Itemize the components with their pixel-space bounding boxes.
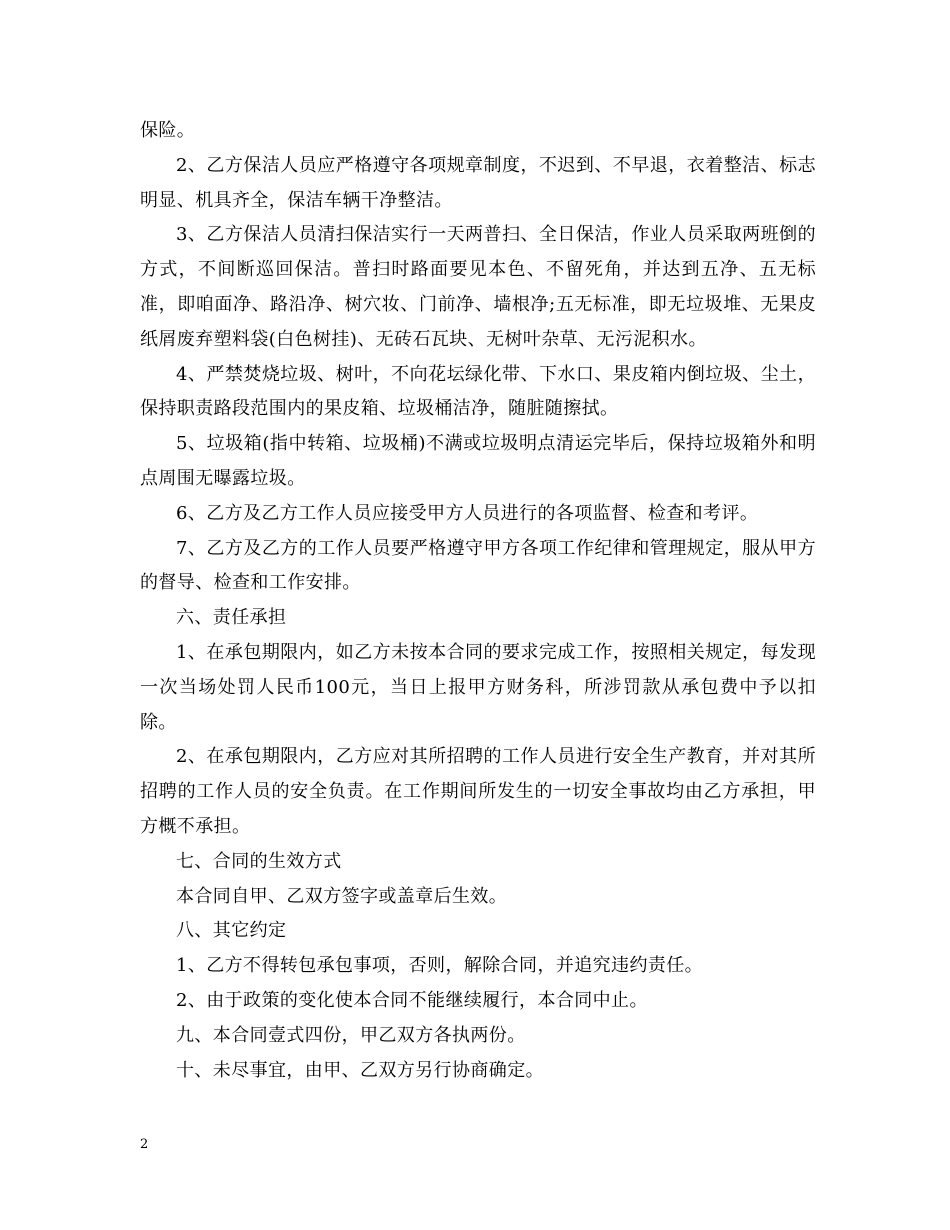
paragraph-3: 3、乙方保洁人员清扫保洁实行一天两普扫、全日保洁，作业人员采取两班倒的方式，不间断巡回保洁。普扫时路面要见本色、不留死角，并达到五净、五无标准，即咱面净、路沿净、树穴妆、门前净、墙根净;五无标准，即无垃圾堆、无果皮纸屑废弃塑料袋(白色树挂)、无砖石瓦块、无树叶杂草、无污泥积水。 (140, 224, 816, 350)
paragraph-1: 保险。 (140, 120, 196, 141)
paragraph-9: 1、在承包期限内，如乙方未按本合同的要求完成工作，按照相关规定，每发现一次当场处罚人民币100元，当日上报甲方财务科，所涉罚款从承包费中予以扣除。 (140, 641, 816, 733)
paragraph-2: 2、乙方保洁人员应严格遵守各项规章制度，不迟到、不早退，衣着整洁、标志明显、机具齐全，保洁车辆干净整洁。 (140, 154, 816, 211)
section-heading-other-terms: 八、其它约定 (176, 920, 287, 942)
paragraph-12: 本合同自甲、乙双方签字或盖章后生效。 (176, 885, 508, 907)
section-heading-liability: 六、责任承担 (176, 607, 287, 629)
paragraph-10: 2、在承包期限内，乙方应对其所招聘的工作人员进行安全生产教育，并对其所招聘的工作人员的安全负责。在工作期间所发生的一切安全事故均由乙方承担，甲方概不承担。 (140, 746, 816, 837)
paragraph-4: 4、严禁焚烧垃圾、树叶，不向花坛绿化带、下水口、果皮箱内倒垃圾、尘土，保持职责路段范围内的果皮箱、垃圾桶洁净，随脏随擦拭。 (140, 363, 816, 420)
paragraph-7: 7、乙方及乙方的工作人员要严格遵守甲方各项工作纪律和管理规定，服从甲方的督导、检查和工作安排。 (140, 537, 816, 594)
paragraph-17: 十、未尽事宜，由甲、乙双方另行协商确定。 (176, 1059, 544, 1081)
page-number: 2 (140, 1137, 149, 1152)
paragraph-16: 九、本合同壹式四份，甲乙双方各执两份。 (176, 1024, 526, 1046)
paragraph-5: 5、垃圾箱(指中转箱、垃圾桶)不满或垃圾明点清运完毕后，保持垃圾箱外和明点周围无曝露垃圾。 (140, 433, 816, 489)
section-heading-effectiveness: 七、合同的生效方式 (176, 850, 342, 872)
paragraph-14: 1、乙方不得转包承包事项，否则，解除合同，并追究违约责任。 (176, 955, 704, 977)
paragraph-6: 6、乙方及乙方工作人员应接受甲方人员进行的各项监督、检查和考评。 (176, 502, 759, 524)
paragraph-15: 2、由于政策的变化使本合同不能继续履行，本合同中止。 (176, 989, 648, 1011)
document-body (140, 114, 816, 1088)
